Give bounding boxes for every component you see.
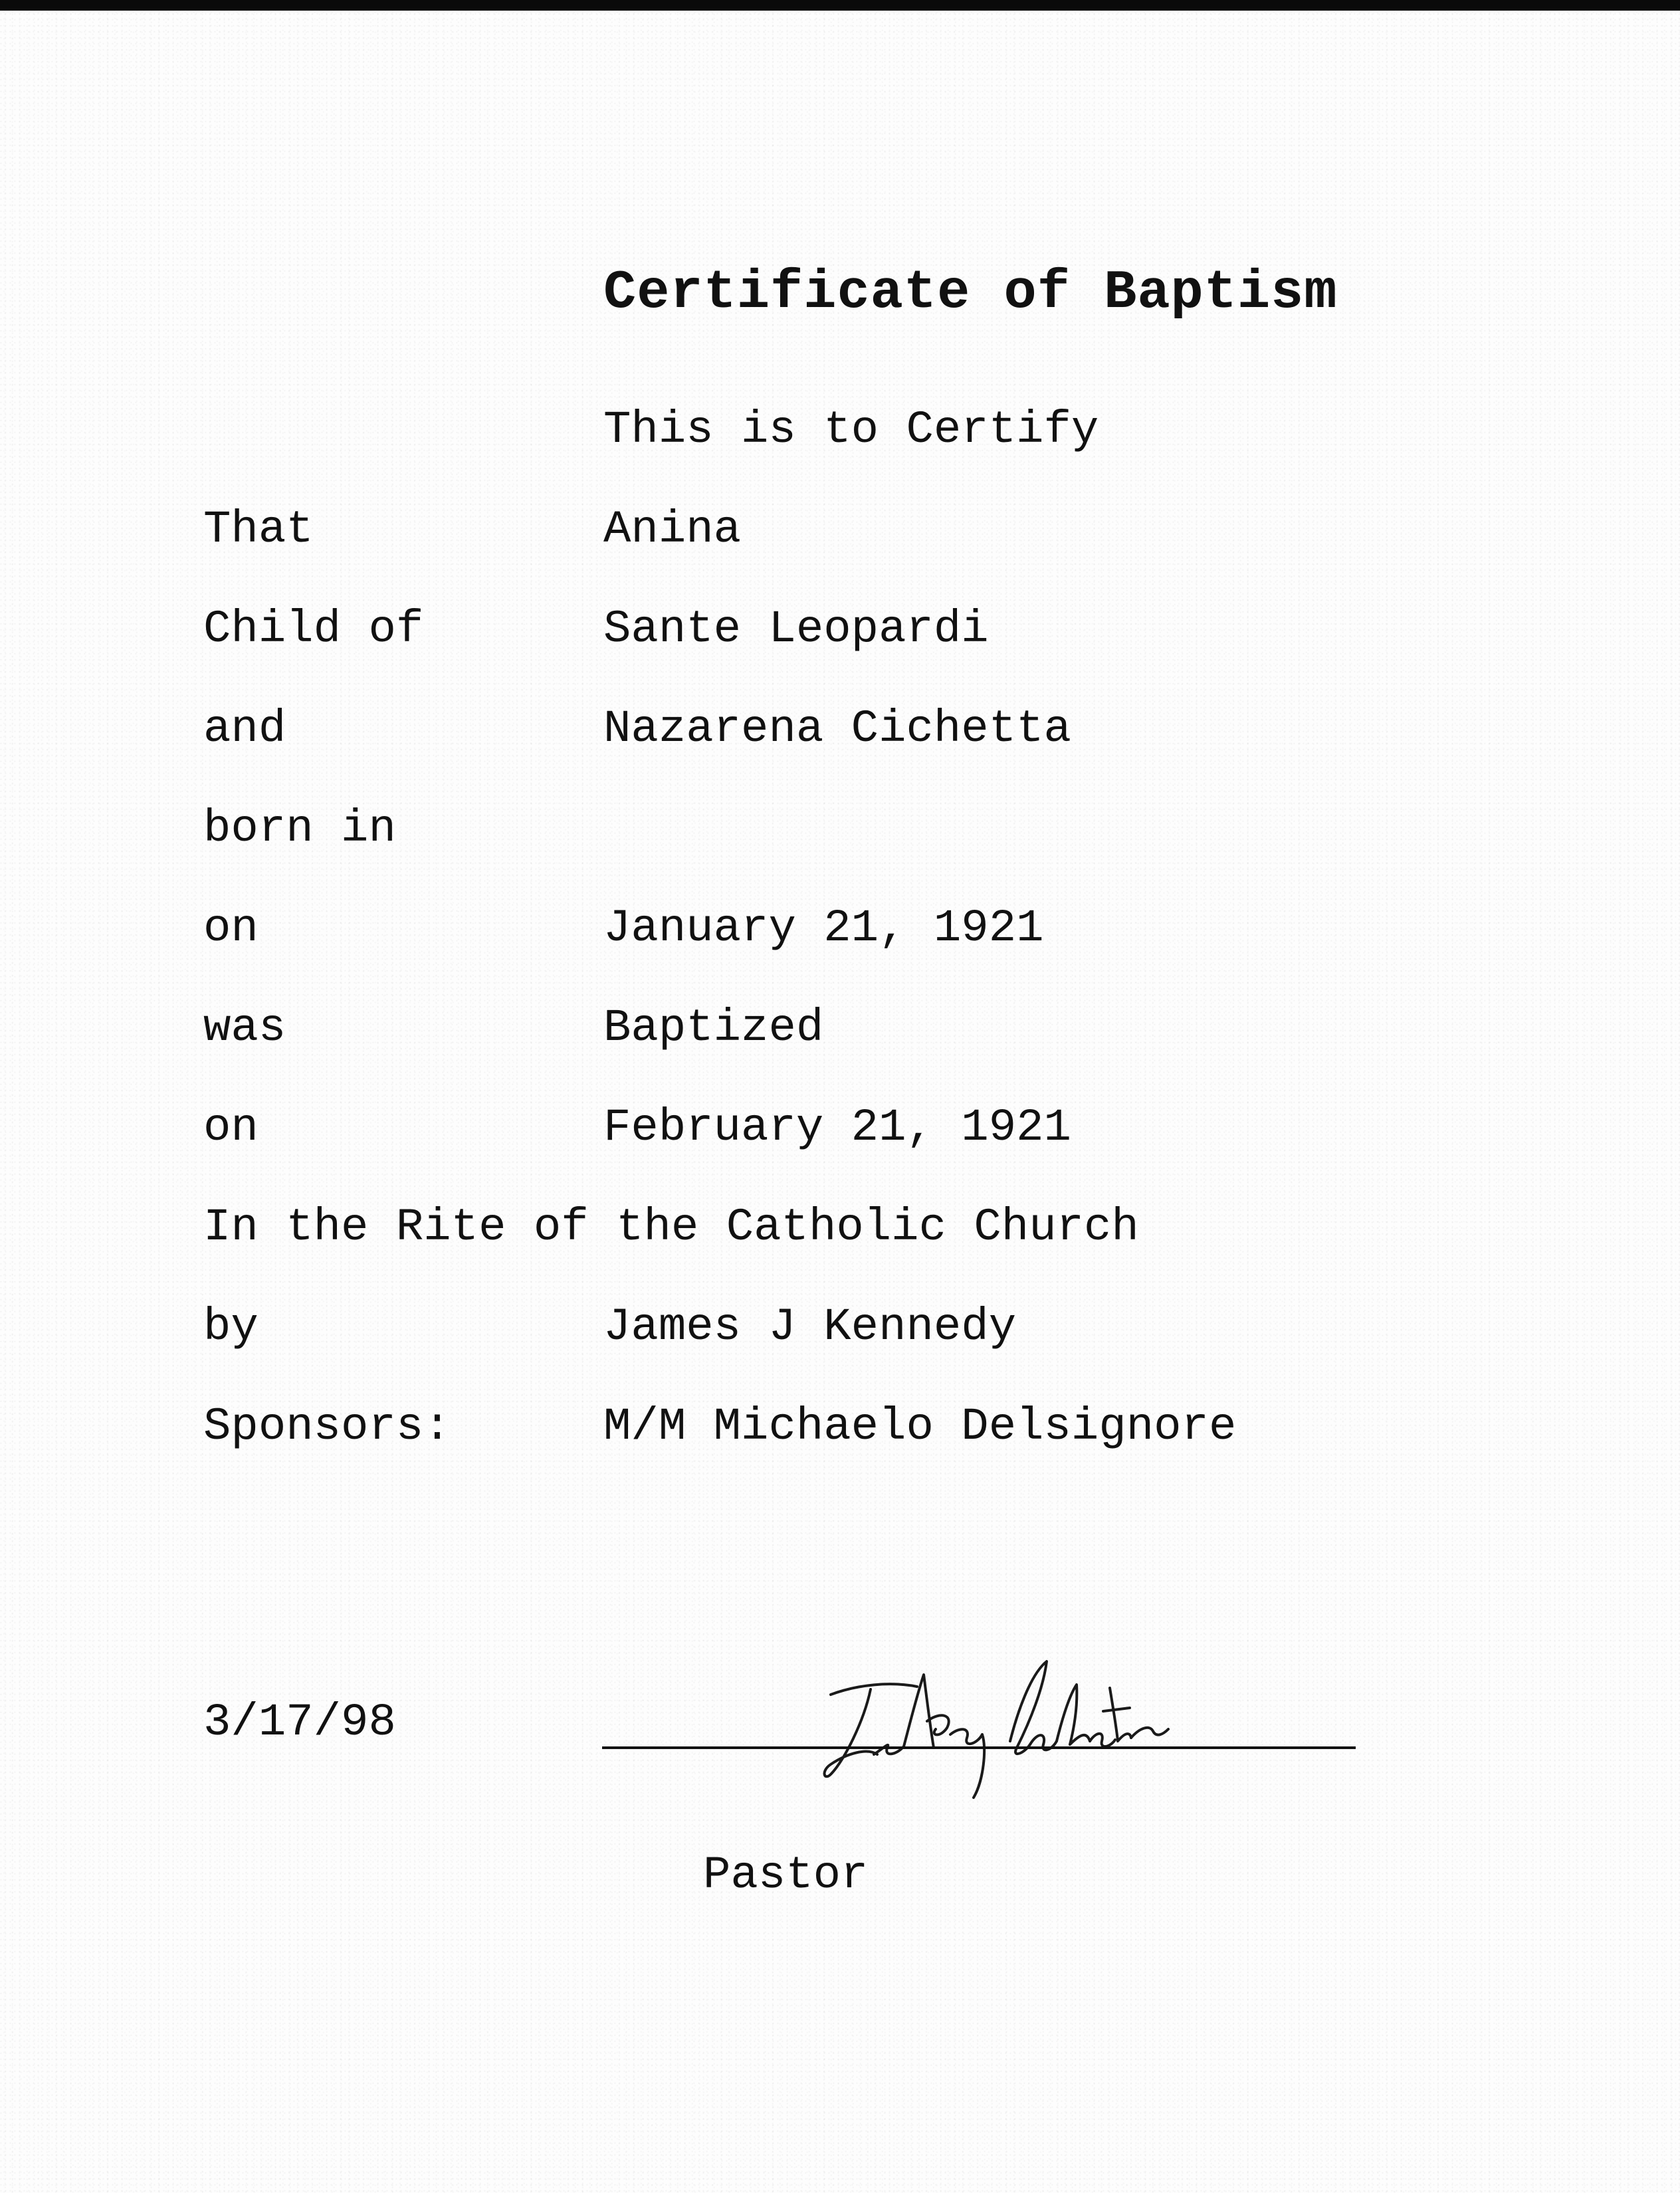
certificate-title: Certificate of Baptism [603,262,1338,324]
row-label-was: was [203,1002,286,1054]
child-name: Anina [603,504,742,556]
mother-name: Nazarena Cichetta [603,703,1071,755]
baptism-date: February 21, 1921 [603,1102,1071,1154]
officiant-name: James J Kennedy [603,1301,1017,1353]
scan-top-border [0,0,1680,11]
row-label-that: That [203,504,314,556]
sacrament: Baptized [603,1002,824,1054]
row-label-child-of: Child of [203,603,424,655]
sponsors-names: M/M Michaelo Delsignore [603,1401,1237,1453]
row-label-born-in: born in [203,803,396,855]
signature-title: Pastor [703,1849,869,1901]
issue-date: 3/17/98 [203,1697,396,1748]
rite-line: In the Rite of the Catholic Church [203,1201,1139,1253]
father-name: Sante Leopardi [603,603,989,655]
row-label-by: by [203,1301,259,1353]
signature-line [602,1746,1356,1749]
row-label-and: and [203,703,286,755]
birth-date: January 21, 1921 [603,902,1044,954]
row-label-sponsors: Sponsors: [203,1401,451,1453]
pastor-signature [817,1648,1190,1808]
intro-text: This is to Certify [603,404,1099,456]
row-label-baptism-on: on [203,1102,259,1154]
row-label-birth-on: on [203,902,259,954]
